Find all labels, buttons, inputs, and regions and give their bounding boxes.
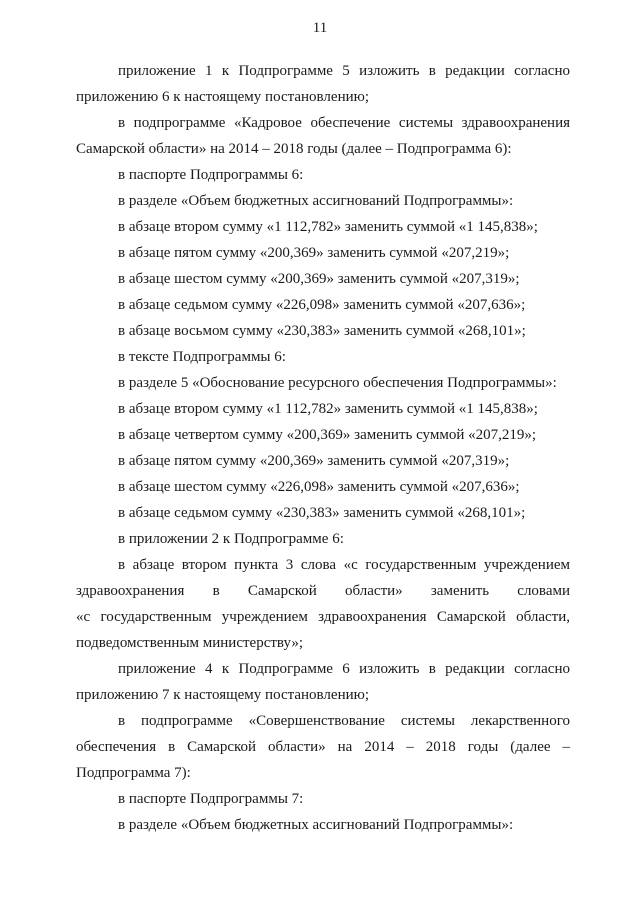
paragraph-line: Подпрограмма 7): xyxy=(76,765,191,781)
paragraph-line: в абзаце втором пункта 3 слова «с государственным учреждением xyxy=(118,557,570,573)
paragraph-line: подведомственным министерству»; xyxy=(76,635,304,651)
paragraph-line: в разделе «Объем бюджетных ассигнований Подпрограммы»: xyxy=(118,817,514,833)
paragraph-line: в абзаце восьмом сумму «230,383» заменить суммой «268,101»; xyxy=(118,323,526,339)
paragraph-line: в подпрограмме «Совершенствование системы лекарственного xyxy=(118,713,570,729)
paragraph-line: здравоохранения в Самарской области» заменить словами xyxy=(76,583,570,599)
paragraph-line: в абзаце пятом сумму «200,369» заменить суммой «207,219»; xyxy=(118,245,510,261)
paragraph-line: в разделе 5 «Обоснование ресурсного обеспечения Подпрограммы»: xyxy=(118,375,557,391)
paragraph-line: в абзаце шестом сумму «226,098» заменить суммой «207,636»; xyxy=(118,479,520,495)
paragraph-line: в тексте Подпрограммы 6: xyxy=(118,349,286,365)
paragraph-line: «с государственным учреждением здравоохранения Самарской области, xyxy=(76,609,570,625)
paragraph-line: в абзаце втором сумму «1 112,782» заменить суммой «1 145,838»; xyxy=(118,219,538,235)
paragraph-line: в абзаце четвертом сумму «200,369» заменить суммой «207,219»; xyxy=(118,427,537,443)
paragraph-line: в абзаце седьмом сумму «230,383» заменить суммой «268,101»; xyxy=(118,505,526,521)
page-number: 11 xyxy=(312,20,328,36)
paragraph-line: в паспорте Подпрограммы 6: xyxy=(118,167,304,183)
paragraph-line: Самарской области» на 2014 – 2018 годы (далее – Подпрограмма 6): xyxy=(76,141,512,157)
paragraph-line: в абзаце втором сумму «1 112,782» заменить суммой «1 145,838»; xyxy=(118,401,538,417)
paragraph-line: приложение 1 к Подпрограмме 5 изложить в редакции согласно xyxy=(118,63,570,79)
document-body xyxy=(76,58,570,838)
paragraph-line: в приложении 2 к Подпрограмме 6: xyxy=(118,531,344,547)
paragraph-line: в паспорте Подпрограммы 7: xyxy=(118,791,304,807)
paragraph-line: в абзаце седьмом сумму «226,098» заменить суммой «207,636»; xyxy=(118,297,526,313)
paragraph-line: приложению 6 к настоящему постановлению; xyxy=(76,89,369,105)
paragraph-line: в разделе «Объем бюджетных ассигнований Подпрограммы»: xyxy=(118,193,514,209)
paragraph-line: в абзаце пятом сумму «200,369» заменить суммой «207,319»; xyxy=(118,453,510,469)
paragraph-line: в подпрограмме «Кадровое обеспечение системы здравоохранения xyxy=(118,115,570,131)
paragraph-line: приложение 4 к Подпрограмме 6 изложить в редакции согласно xyxy=(118,661,570,677)
paragraph-line: приложению 7 к настоящему постановлению; xyxy=(76,687,369,703)
paragraph-line: обеспечения в Самарской области» на 2014 – 2018 годы (далее – xyxy=(76,739,570,755)
paragraph-line: в абзаце шестом сумму «200,369» заменить суммой «207,319»; xyxy=(118,271,520,287)
